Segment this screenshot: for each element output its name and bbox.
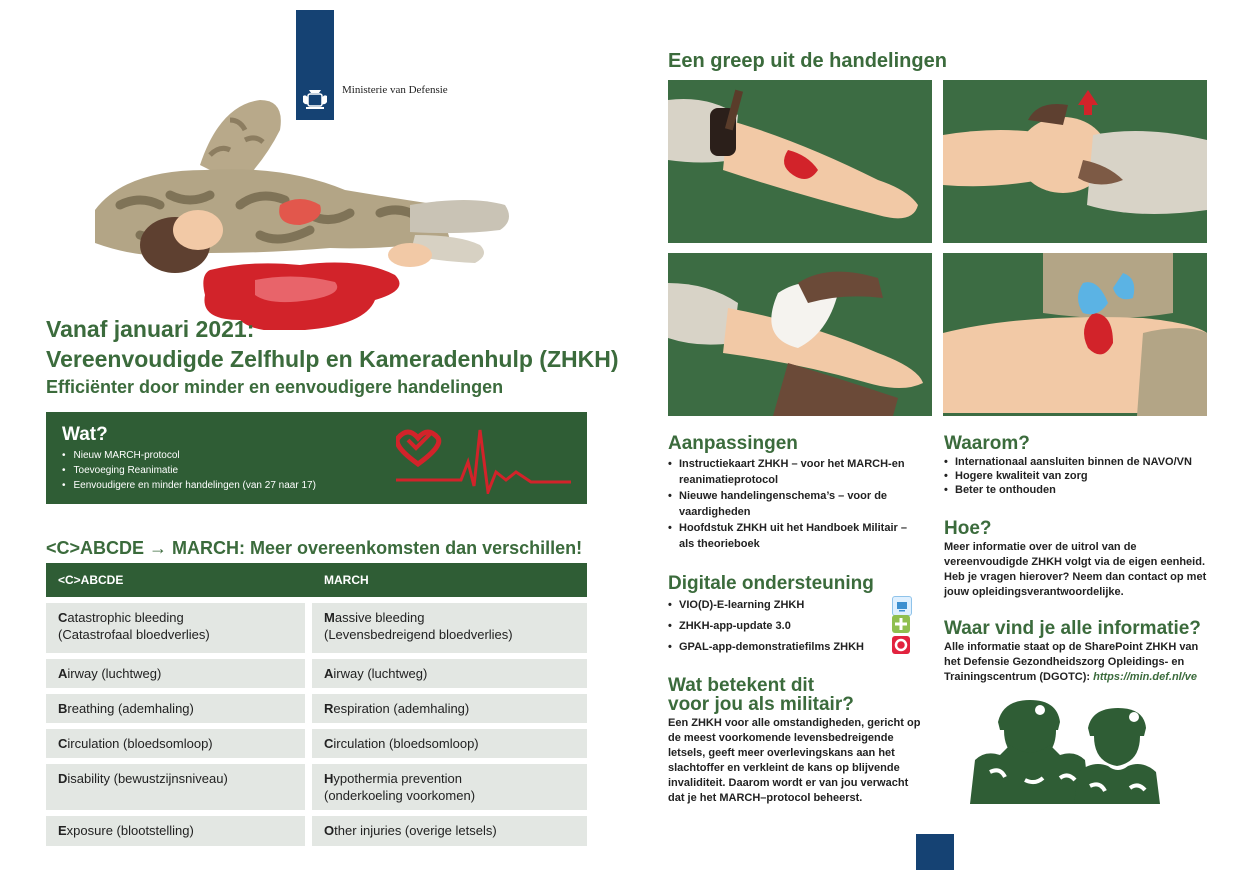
airway-illustration	[943, 80, 1207, 243]
list-item: • GPAL-app-demonstratiefilms ZHKH	[668, 637, 918, 658]
wounded-soldier-illustration	[80, 95, 520, 330]
column-header-march: MARCH	[324, 573, 369, 587]
table-cell: Hypothermia prevention (onderkoeling voorkomen)	[312, 764, 587, 810]
wound-packing-illustration	[943, 253, 1207, 416]
aanpassingen-title: Aanpassingen	[668, 433, 798, 454]
waar-description: Alle informatie staat op de SharePoint ZHKH van het Defensie Gezondheidszorg Opleidings- en Trainingscentrum (DGOTC):	[944, 641, 1199, 683]
table-header	[46, 563, 587, 597]
militair-title-line: voor jou als militair?	[668, 694, 854, 715]
table-row	[46, 816, 587, 846]
waar-title: Waar vind je alle informatie?	[944, 618, 1201, 639]
table-cell: Massive bleeding (Levensbedreigend bloedverlies)	[312, 603, 587, 653]
table-cell: Circulation (bloedsomloop)	[46, 729, 305, 758]
list-item: • Hoofdstuk ZHKH uit het Handboek Militair – als theorieboek	[668, 520, 908, 552]
comparison-table	[46, 563, 587, 846]
list-item: • Hogere kwaliteit van zorg	[944, 469, 1224, 483]
list-item: • Toevoeging Reanimatie	[62, 463, 316, 478]
app-plus-icon	[892, 615, 910, 633]
table-cell: Disability (bewustzijnsniveau)	[46, 764, 305, 810]
list-item: • Internationaal aansluiten binnen de NAVO/VN	[944, 455, 1224, 469]
table-row	[46, 764, 587, 810]
waarom-list	[944, 455, 1224, 497]
digitaal-list	[668, 595, 918, 658]
table-cell: Airway (luchtweg)	[46, 659, 305, 688]
list-item: • Instructiekaart ZHKH – voor het MARCH-en reanimatieprotocol	[668, 456, 908, 488]
footer-square	[916, 834, 954, 870]
sharepoint-link[interactable]: https://min.def.nl/ve	[1093, 671, 1198, 683]
hoe-title: Hoe?	[944, 518, 992, 539]
list-item: • ZHKH-app-update 3.0	[668, 616, 918, 637]
bandage-illustration	[668, 253, 932, 416]
list-item: • Nieuwe handelingenschema’s – voor de vaardigheden	[668, 488, 908, 520]
digitaal-title: Digitale ondersteuning	[668, 573, 874, 594]
headline-date: Vanaf januari 2021:	[46, 316, 255, 342]
aanpassingen-list	[668, 456, 908, 552]
column-header-abcde: <C>ABCDE	[58, 573, 124, 587]
wat-list	[62, 448, 316, 493]
table-row	[46, 729, 587, 758]
table-cell: Exposure (blootstelling)	[46, 816, 305, 846]
table-cell: Airway (luchtweg)	[312, 659, 587, 688]
comparison-heading: <C>ABCDE → MARCH: Meer overeenkomsten dan verschillen!	[46, 538, 583, 558]
gpal-app-icon	[892, 636, 910, 654]
greep-title: Een greep uit de handelingen	[668, 50, 947, 72]
table-row	[46, 603, 587, 653]
table-row	[46, 659, 587, 688]
elearning-icon	[892, 596, 912, 616]
list-item: • Beter te onthouden	[944, 483, 1224, 497]
list-item: • Nieuw MARCH-protocol	[62, 448, 316, 463]
wat-title: Wat?	[62, 424, 108, 445]
militair-title	[668, 676, 854, 714]
wat-box	[46, 412, 587, 504]
table-cell: Catastrophic bleeding (Catastrofaal bloedverlies)	[46, 603, 305, 653]
waarom-title: Waarom?	[944, 433, 1030, 454]
list-item: • VIO(D)-E-learning ZHKH	[668, 595, 918, 616]
table-cell: Circulation (bloedsomloop)	[312, 729, 587, 758]
soldiers-icon	[970, 700, 1160, 804]
militair-text: Een ZHKH voor alle omstandigheden, gericht op de meest voorkomende levensbedreigende letsels, geeft meer overlevingskans aan het slachtoffer en verkleint de kans op blijvende invaliditeit. Daarom wordt er van jou verwacht dat je het MARCH–protocol beheerst.	[668, 717, 921, 804]
ministry-name: Ministerie van Defensie	[342, 84, 448, 96]
table-cell: Other injuries (overige letsels)	[312, 816, 587, 846]
table-cell: Respiration (ademhaling)	[312, 694, 587, 723]
headline-subtitle: Efficiënter door minder en eenvoudigere handelingen	[46, 377, 504, 397]
headline-title: Vereenvoudigde Zelfhulp en Kameradenhulp (ZHKH)	[46, 346, 619, 372]
table-row	[46, 694, 587, 723]
list-item: • Eenvoudigere en minder handelingen (van 27 naar 17)	[62, 478, 316, 493]
hoe-text: Meer informatie over de uitrol van de vereenvoudigde ZHKH volgt via de eigen eenheid. Heb je vragen hierover? Neem dan contact op met jouw opleidingsverantwoordelijke.	[944, 541, 1207, 598]
tourniquet-illustration	[668, 80, 932, 243]
heartbeat-icon	[396, 422, 571, 494]
table-cell: Breathing (ademhaling)	[46, 694, 305, 723]
waar-text	[944, 640, 1209, 685]
militair-title-line: Wat betekent dit	[668, 675, 815, 696]
